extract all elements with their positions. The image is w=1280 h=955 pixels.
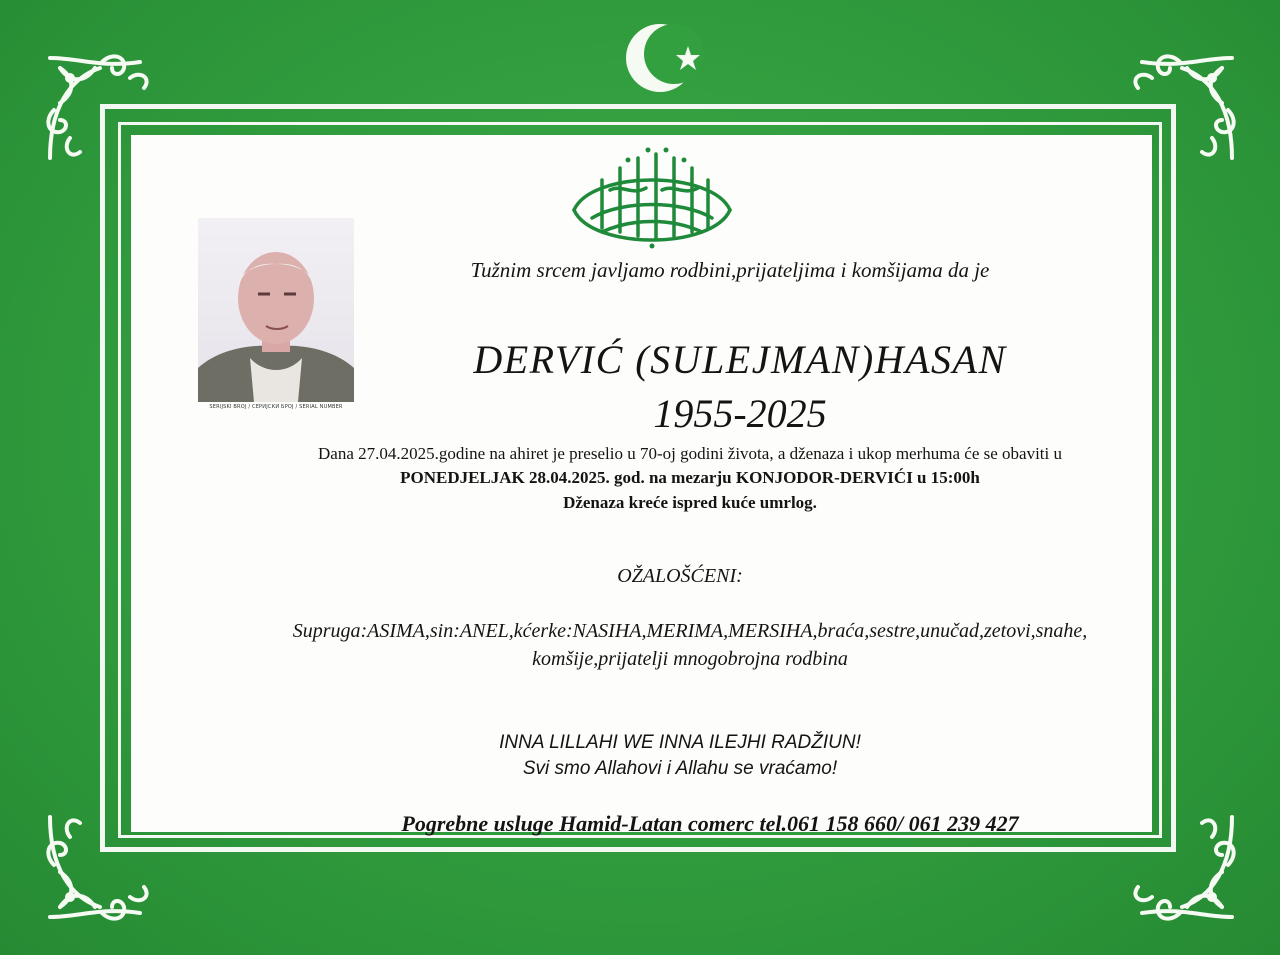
prayer-line2: Svi smo Allahovi i Allahu se vraćamo!: [522, 758, 838, 779]
mourners-line2: komšije,prijatelji mnogobrojna rodbina: [532, 648, 848, 670]
crescent-star-icon: [622, 18, 712, 98]
photo-caption: SERIJSKI BROJ / СЕРИЈСКИ БРОЈ / SERIAL NUMBER: [209, 404, 343, 410]
prayer-line1: INNA LILLAHI WE INNA ILEJHI RADŽIUN!: [499, 732, 861, 753]
arabic-calligraphy-emblem: [562, 140, 742, 255]
funeral-details-line2: PONEDJELJAK 28.04.2025. god. na mezarju KONJODOR-DERVIĆI u 15:00h: [400, 468, 980, 487]
mourners-line1: Supruga:ASIMA,sin:ANEL,kćerke:NASIHA,MERIMA,MERSIHA,braća,sestre,unučad,zetovi,snahe,: [292, 620, 1088, 642]
funeral-details-line1: Dana 27.04.2025.godine na ahiret je preselio u 70-oj godini života, a dženaza i ukop merhuma će se obaviti u: [318, 444, 1062, 463]
funeral-service-contact: Pogrebne usluge Hamid-Latan comerc tel.061 158 660/ 061 239 427: [401, 811, 1019, 836]
deceased-photo: [198, 218, 354, 402]
life-years: 1955-2025: [653, 391, 827, 436]
funeral-details-line3: Dženaza kreće ispred kuće umrlog.: [563, 493, 817, 512]
deceased-name: DERVIĆ (SULEJMAN)HASAN: [473, 337, 1007, 382]
intro-text: Tužnim srcem javljamo rodbini,prijateljima i komšijama da je: [470, 258, 990, 282]
mourners-title: OŽALOŠĆENI:: [617, 565, 743, 587]
